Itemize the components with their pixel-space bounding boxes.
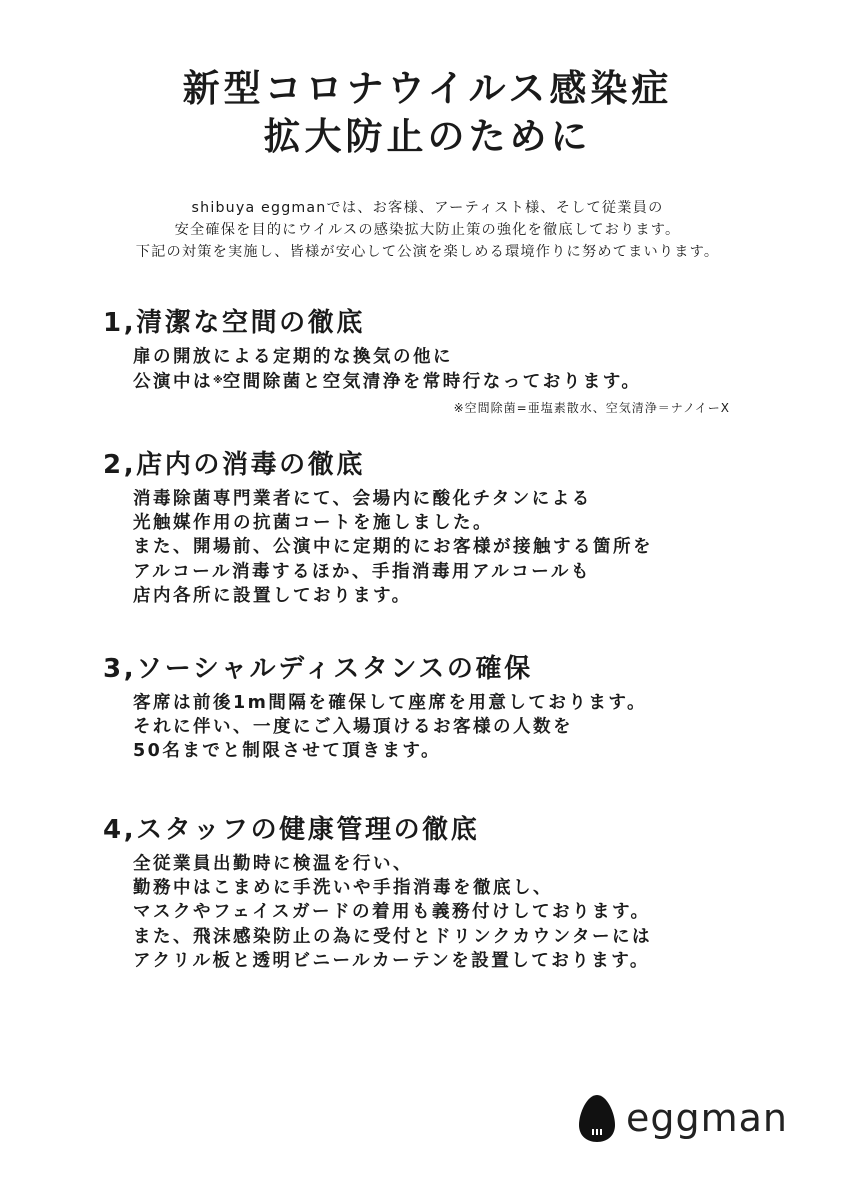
intro-line: 下記の対策を実施し、皆様が安心して公演を楽しめる環境作りに努めてまいります。 — [135, 244, 720, 260]
section-social-distance — [103, 652, 823, 764]
body-line: アクリル板と透明ビニールカーテンを設置しております。 — [133, 950, 650, 971]
body-line — [133, 369, 823, 394]
logo-text: eggman — [626, 1096, 789, 1140]
body-line: また、飛沫感染防止の為に受付とドリンクカウンターには — [133, 926, 652, 947]
footnote: ※空間除菌=亜塩素散水、空気清浄＝ナノイーX — [453, 401, 730, 415]
eggman-logo — [578, 1093, 788, 1143]
body-line: 客席は前後1m間隔を確保して座席を用意しております。 — [133, 693, 648, 713]
body-line: 扉の開放による定期的な換気の他に — [133, 347, 453, 367]
title-line-2: 拡大防止のために — [263, 115, 592, 158]
title-line-1: 新型コロナウイルス感染症 — [182, 67, 673, 110]
section-heading: 2,店内の消毒の徹底 — [103, 450, 365, 480]
section-body — [133, 345, 823, 394]
section-clean-space — [103, 306, 823, 394]
section-heading: 4,スタッフの健康管理の徹底 — [103, 815, 480, 845]
section-body — [133, 487, 823, 608]
egg-logo-icon — [578, 1093, 616, 1143]
body-line: 全従業員出勤時に検温を行い、 — [133, 854, 413, 874]
body-line-part: 公演中は — [133, 372, 213, 393]
body-line: 勤務中はこまめに手洗いや手指消毒を徹底し、 — [133, 878, 553, 899]
reference-mark: ※ — [213, 375, 223, 387]
body-line: 消毒除菌専門業者にて、会場内に酸化チタンによる — [133, 489, 592, 509]
intro-line: shibuya eggmanでは、お客様、アーティスト様、そして従業員の — [191, 200, 664, 216]
body-line: 店内各所に設置しております。 — [133, 585, 412, 606]
intro-line: 安全確保を目的にウイルスの感染拡大防止策の強化を徹底しております。 — [174, 222, 681, 238]
section-body — [133, 691, 823, 764]
body-line: 50名までと制限させて頂きます。 — [133, 741, 441, 762]
body-line-part: 空間除菌と空気清浄を常時行なっております。 — [222, 372, 642, 393]
body-line: マスクやフェイスガードの着用も義務付けしております。 — [133, 902, 651, 923]
section-body — [133, 852, 823, 973]
body-line: アルコール消毒するほか、手指消毒用アルコールも — [133, 561, 591, 582]
section-staff-health — [103, 813, 823, 973]
section-heading: 3,ソーシャルディスタンスの確保 — [103, 654, 533, 684]
body-line: 光触媒作用の抗菌コートを施しました。 — [133, 513, 493, 534]
intro-text — [0, 197, 855, 263]
section-heading: 1,清潔な空間の徹底 — [103, 308, 365, 338]
body-line: また、開場前、公演中に定期的にお客様が接触する箇所を — [133, 537, 653, 558]
section-disinfection — [103, 448, 823, 608]
body-line: それに伴い、一度にご入場頂けるお客様の人数を — [133, 717, 573, 738]
